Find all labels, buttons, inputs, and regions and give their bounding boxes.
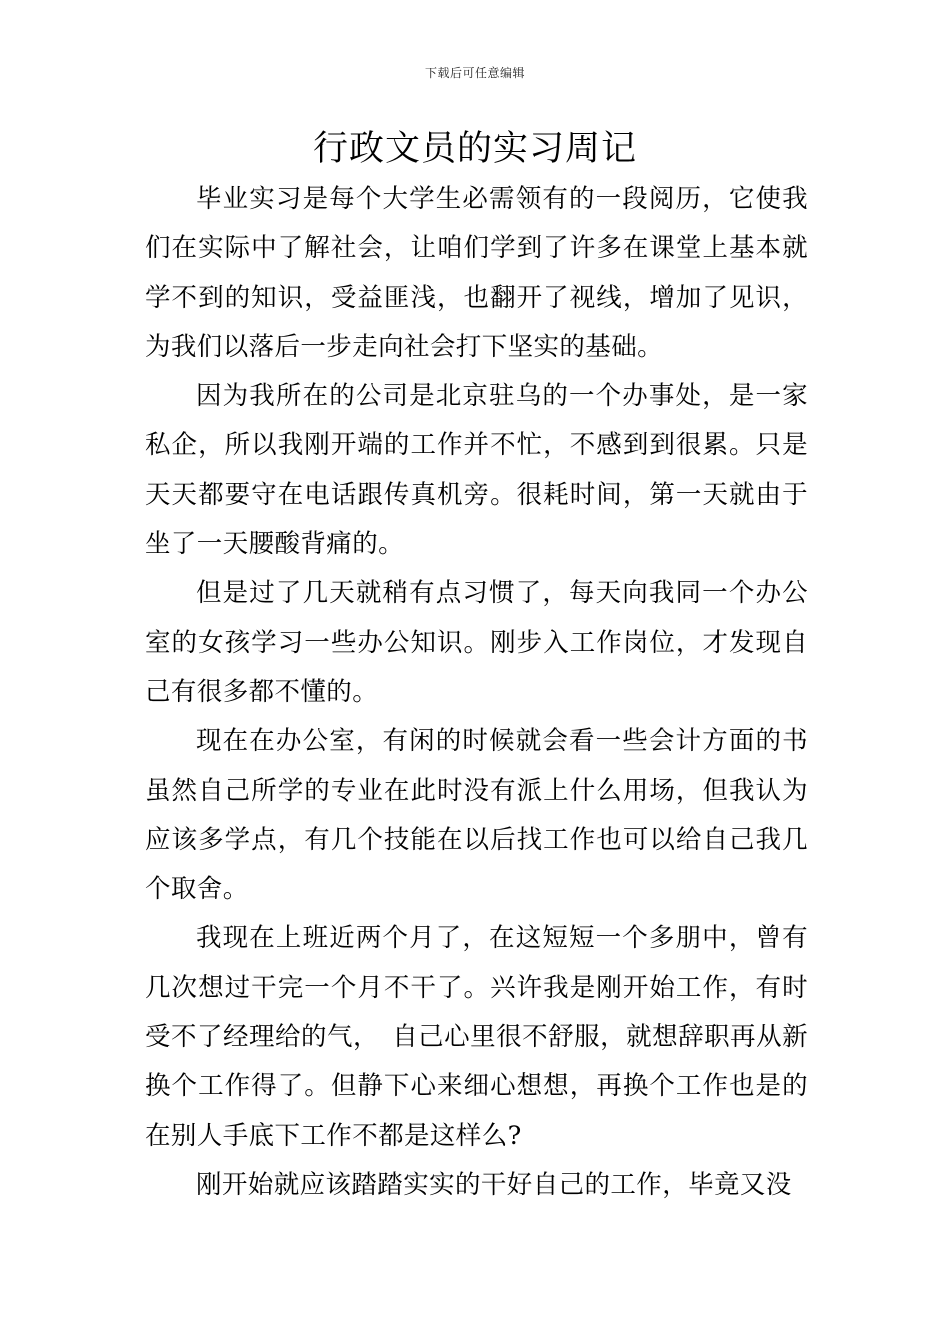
document-body [145,175,808,1210]
header-note: 下载后可任意编辑 [424,66,525,80]
document-title: 行政文员的实习周记 [312,129,637,169]
paragraph-4: 现在在办公室，有闲的时候就会看一些会计方面的书虽然自己所学的专业在此时没有派上什么用场，但我认为应该多学点，有几个技能在以后找工作也可以给自己我几个取舍。 [145,726,808,905]
paragraph-3: 但是过了几天就稍有点习惯了，每天向我同一个办公室的女孩学习一些办公知识。刚步入工作岗位，才发现自己有很多都不懂的。 [145,578,808,707]
paragraph-2: 因为我所在的公司是北京驻乌的一个办事处，是一家私企，所以我刚开端的工作并不忙，不感到到很累。只是天天都要守在电话跟传真机旁。很耗时间，第一天就由于坐了一天腰酸背痛的。 [145,381,808,560]
paragraph-1: 毕业实习是每个大学生必需领有的一段阅历，它使我们在实际中了解社会，让咱们学到了许多在课堂上基本就学不到的知识，受益匪浅，也翻开了视线，增加了见识，为我们以落后一步走向社会打下坚实的基础。 [145,184,808,362]
paragraph-6: 刚开始就应该踏踏实实的干好自己的工作，毕竟又没 [196,1169,792,1200]
paragraph-5: 我现在上班近两个月了，在这短短一个多朋中，曾有几次想过干完一个月不干了。兴许我是刚开始工作，有时受不了经理给的气， 自己心里很不舒服，就想辞职再从新换个工作得了。但静下心来细心想想，再换个工作也是的在别人手底下工作不都是这样么? [145,923,808,1151]
